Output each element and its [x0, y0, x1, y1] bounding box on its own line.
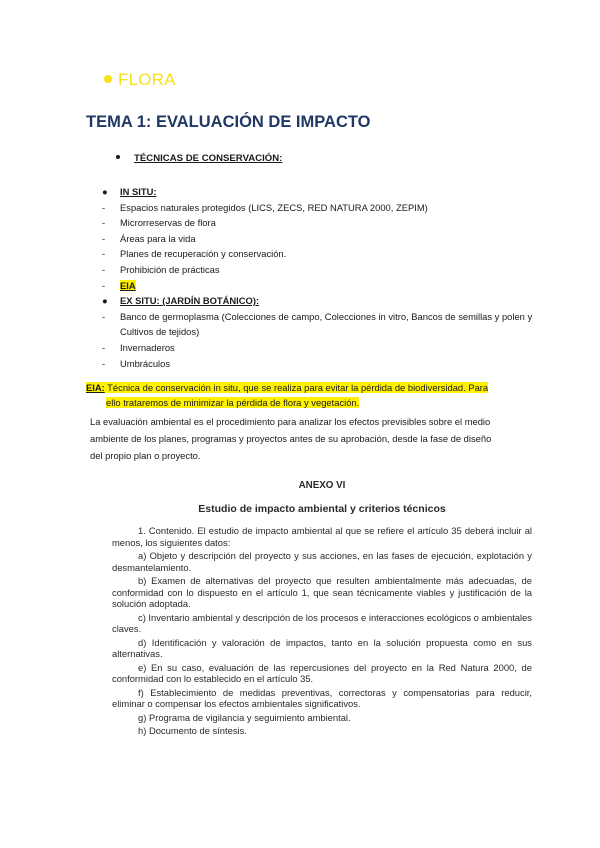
bullet-icon [116, 155, 120, 159]
flora-heading [104, 70, 176, 90]
annex-item: h) Documento de síntesis. [138, 725, 247, 736]
conservation-list [102, 184, 532, 371]
bullet-icon [104, 75, 112, 83]
list-item: - Planes de recuperación y conservación. [102, 248, 287, 260]
annex-scan [112, 480, 532, 739]
annex-title: ANEXO VI [298, 480, 346, 491]
list-item: - Prohibición de prácticas [102, 263, 220, 275]
annex-item: b) Examen de alternativas del proyecto que resulten ambientalmente más adecuadas, de conformidad con lo dispuesto en el artículo 1, que sean técnicamente viables y justificación de la solución adoptada. [112, 575, 532, 609]
annex-subtitle: Estudio de impacto ambiental y criterios técnicos [198, 502, 446, 515]
eia-label: EIA: [86, 382, 105, 393]
evaluation-paragraph: La evaluación ambiental es el procedimiento para analizar los efectos previsibles sobre el medio ambiente de los planes, programas y proyectos antes de su aprobación, desde la fase de diseño del propio plan o proyecto. [90, 416, 492, 461]
bullet-icon: ● [102, 186, 108, 197]
list-item: - Invernaderos [102, 341, 175, 353]
ex-situ-heading [102, 293, 532, 309]
annex-item: d) Identificación y valoración de impactos, tanto en la solución propuesta como en sus alternativas. [112, 636, 532, 659]
annex-item: e) En su caso, evaluación de las repercusiones del proyecto en la Red Natura 2000, de conformidad con lo establecido en el artículo 35. [112, 661, 532, 684]
list-item: - Microrreservas de flora [102, 217, 216, 229]
list-item: - Umbráculos [102, 357, 171, 369]
tecnicas-label: TÉCNICAS DE CONSERVACIÓN: [134, 153, 283, 164]
bullet-icon: ● [102, 295, 108, 307]
page-title: TEMA 1: EVALUACIÓN DE IMPACTO [86, 113, 371, 131]
list-item: - Banco de germoplasma (Colecciones de campo, Colecciones in vitro, Bancos de semillas y polen y [102, 310, 533, 322]
annex-intro: 1. Contenido. El estudio de impacto ambiental al que se refiere el artículo 35 deberá incluir al menos, los siguientes datos: [112, 525, 532, 548]
annex-item: a) Objeto y descripción del proyecto y sus acciones, en las fases de ejecución, explotación y desmantelamiento. [112, 550, 532, 573]
ex-situ-label: EX SITU: (JARDÍN BOTÁNICO): [120, 295, 260, 307]
list-item: - Áreas para la vida [102, 232, 196, 244]
list-item-continuation: Cultivos de tejidos) [120, 326, 200, 338]
in-situ-label: IN SITU: [120, 186, 157, 197]
in-situ-heading [102, 184, 532, 200]
annex-item: f) Establecimiento de medidas preventivas, correctoras y compensatorias para reducir, eliminar o compensar los efectos ambientales significativos. [112, 686, 532, 709]
eia-line-2: ello trataremos de minimizar la pérdida de flora y vegetación. [106, 397, 360, 408]
annex-item: c) Inventario ambiental y descripción de los procesos e interacciones ecológicos o ambientales claves. [112, 611, 532, 634]
eia-definition [86, 380, 506, 410]
flora-heading-text: FLORA [118, 70, 176, 89]
annex-item: g) Programa de vigilancia y seguimiento ambiental. [138, 711, 351, 723]
eia-line-1: Técnica de conservación in situ, que se realiza para evitar la pérdida de biodiversidad. Para [104, 382, 489, 393]
tecnicas-heading [116, 153, 282, 164]
list-item: - Espacios naturales protegidos (LICS, ZECS, RED NATURA 2000, ZEPIM) [102, 201, 428, 213]
list-item-eia: - EIA [102, 279, 136, 291]
